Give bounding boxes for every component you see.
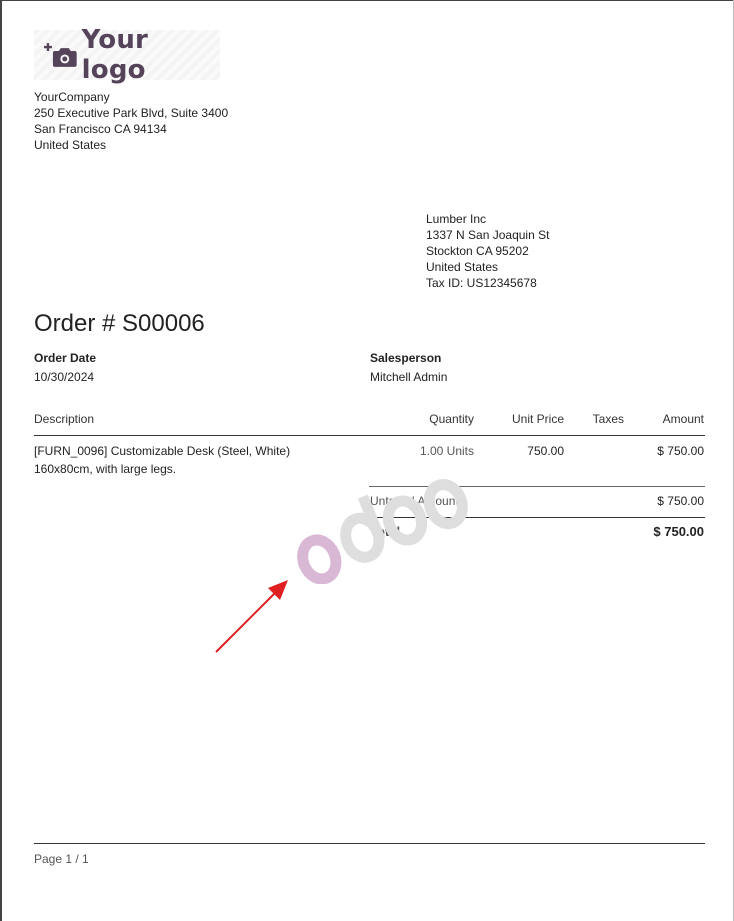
- row-unit-price: 750.00: [527, 444, 564, 458]
- column-header-taxes: Taxes: [592, 412, 624, 426]
- order-date-label: Order Date: [34, 351, 97, 365]
- total-value: $ 750.00: [653, 524, 704, 539]
- total-label: Total: [370, 524, 401, 539]
- odoo-watermark: [284, 474, 468, 584]
- customer-tax-id: Tax ID: US12345678: [426, 276, 537, 290]
- company-name: YourCompany: [34, 90, 110, 104]
- footer-rule: [34, 843, 705, 844]
- customer-city: Stockton CA 95202: [426, 244, 529, 258]
- column-header-quantity: Quantity: [429, 412, 474, 426]
- logo-text: Your logo: [81, 25, 149, 85]
- column-header-amount: Amount: [662, 412, 704, 426]
- salesperson-value: Mitchell Admin: [370, 370, 448, 384]
- customer-address: [426, 211, 549, 291]
- row-description-detail: 160x80cm, with large legs.: [34, 462, 177, 476]
- company-city: San Francisco CA 94134: [34, 122, 167, 136]
- row-description: [FURN_0096] Customizable Desk (Steel, White): [34, 444, 291, 458]
- column-header-description: Description: [34, 412, 95, 426]
- customer-street: 1337 N San Joaquin St: [426, 228, 550, 242]
- column-header-unit-price: Unit Price: [511, 412, 564, 426]
- row-amount: $ 750.00: [657, 444, 704, 458]
- row-quantity: 1.00 Units: [419, 444, 474, 458]
- untaxed-amount-value: $ 750.00: [657, 494, 704, 508]
- customer-country: United States: [426, 260, 499, 274]
- customer-name: Lumber Inc: [426, 212, 487, 226]
- table-header-rule: [34, 435, 705, 436]
- company-logo: [34, 25, 220, 85]
- page-number: Page 1 / 1: [34, 852, 89, 866]
- company-street: 250 Executive Park Blvd, Suite 3400: [34, 106, 229, 120]
- order-date-value: 10/30/2024: [34, 370, 95, 384]
- order-title: Order # S00006: [34, 310, 205, 337]
- company-address: [34, 89, 228, 153]
- untaxed-amount-label: Untaxed Amount: [370, 494, 459, 508]
- company-country: United States: [34, 138, 107, 152]
- salesperson-label: Salesperson: [370, 351, 442, 365]
- page-border-left: [0, 0, 2, 921]
- camera-plus-icon: [44, 40, 80, 70]
- annotation-arrow: [210, 574, 300, 658]
- page-border-top: [0, 0, 734, 1]
